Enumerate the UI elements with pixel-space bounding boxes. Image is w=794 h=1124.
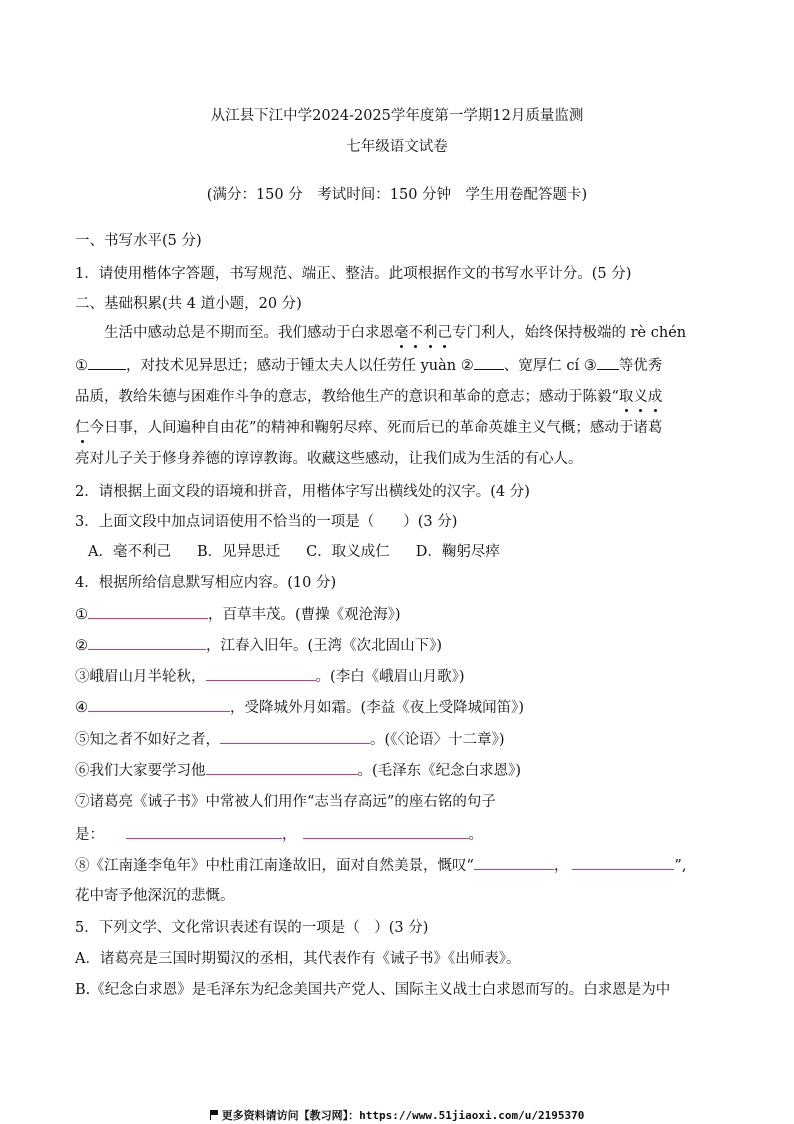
option-b[interactable]: B．见异思迁 xyxy=(196,544,281,560)
recite-item-3: ③峨眉山月半轮秋， 。(李白《峨眉山月歌》) xyxy=(75,666,465,687)
question-4: 4．根据所给信息默写相应内容。(10 分) xyxy=(75,575,337,591)
exam-info: (满分：150 分 考试时间：150 分钟 学生用卷配答题卡) xyxy=(206,187,588,203)
option-d[interactable]: D．鞠躬尽瘁 xyxy=(415,544,500,560)
section2-heading: 二、基础积累(共 4 道小题，20 分) xyxy=(75,296,302,312)
section1-heading: 一、书写水平(5 分) xyxy=(75,233,202,249)
option-a[interactable]: A．毫不利己 xyxy=(88,544,171,560)
passage-line-2: ① ，对技术见异思迁；感动于锺太夫人以任劳任 yuàn ② 、宽厚仁 cí ③ 等优秀 xyxy=(75,355,662,376)
question-5-option-b: B.《纪念白求恩》是毛泽东为纪念美国共产党人、国际主义战士白求恩而写的。白求恩是为中 xyxy=(75,982,671,998)
exam-subtitle: 七年级语文试卷 xyxy=(346,139,448,155)
recite-item-7: ⑦诸葛亮《诫子书》中常被人们用作“志当存高远”的座右铭的句子 xyxy=(75,794,496,810)
option-c[interactable]: C．取义成仁 xyxy=(306,544,390,560)
recite-item-2: ② ，江春入旧年。(王湾《次北固山下》) xyxy=(75,635,442,656)
flag-icon xyxy=(210,1110,219,1120)
recite-blank-7a[interactable] xyxy=(126,824,282,839)
question-3: 3．上面文段中加点词语使用不恰当的一项是（ ）(3 分) xyxy=(75,514,458,530)
recite-blank-5[interactable] xyxy=(220,729,370,744)
question-3-options xyxy=(88,542,500,562)
recite-blank-4[interactable] xyxy=(88,697,230,712)
question-5-option-a: A．诸葛亮是三国时期蜀汉的丞相，其代表作有《诫子书》《出师表》。 xyxy=(75,951,521,967)
exam-title: 从江县下江中学2024-2025学年度第一学期12月质量监测 xyxy=(210,108,584,124)
answer-blank-2[interactable] xyxy=(474,355,504,370)
question-2: 2．请根据上面文段的语境和拼音，用楷体字写出横线处的汉字。(4 分) xyxy=(75,484,530,500)
recite-item-6: ⑥我们大家要学习他 。(毛泽东《纪念白求恩》) xyxy=(75,760,521,781)
passage-line-4: 仁今日事，人间遍种自由花”的精神和鞠躬尽瘁、死而后已的革命英雄主义气概；感动于诸葛 xyxy=(75,420,663,436)
passage-line-5: 亮对儿子关于修身养德的谆谆教诲。收藏这些感动，让我们成为生活的有心人。 xyxy=(75,451,583,467)
question-5: 5．下列文学、文化常识表述有误的一项是（ ）(3 分) xyxy=(75,920,429,936)
answer-blank-3[interactable] xyxy=(597,355,619,370)
recite-item-1: ① ，百草丰茂。(曹操《观沧海》) xyxy=(75,604,401,625)
passage-line-3: 品质，教给朱德与困难作斗争的意志，教给他生产的意识和革命的意志；感动于陈毅“取义成 xyxy=(75,389,663,405)
answer-blank-1[interactable] xyxy=(88,355,126,370)
recite-item-8: ⑧《江南逢李龟年》中杜甫江南逢故旧，面对自然美景，慨叹“ ， ”, xyxy=(75,855,686,876)
footer-link[interactable]: 更多资料请访问【教习网】：https://www.51jiaoxi.com/u/2195370 xyxy=(0,1107,794,1123)
recite-blank-2[interactable] xyxy=(88,635,206,650)
recite-blank-3[interactable] xyxy=(206,666,316,681)
recite-blank-1[interactable] xyxy=(88,604,208,619)
question-1: 1．请使用楷体字答题，书写规范、端正、整洁。此项根据作文的书写水平计分。(5 分) xyxy=(75,266,632,282)
recite-item-5: ⑤知之者不如好之者， 。(《〈论语〉十二章》) xyxy=(75,729,505,750)
recite-item-4: ④ ，受降城外月如霜。(李益《夜上受降城闻笛》) xyxy=(75,697,524,718)
recite-item-8-line2: 花中寄予他深沉的悲慨。 xyxy=(75,888,235,904)
passage-line-1: 生活中感动总是不期而至。我们感动于白求恩毫不利己专门利人，始终保持极端的 rè chén xyxy=(104,325,687,341)
recite-blank-6[interactable] xyxy=(206,760,358,775)
recite-item-7-answer: 是： ， 。 xyxy=(75,824,483,845)
recite-blank-8b[interactable] xyxy=(572,855,674,870)
recite-blank-7b[interactable] xyxy=(303,824,469,839)
recite-blank-8a[interactable] xyxy=(474,855,554,870)
